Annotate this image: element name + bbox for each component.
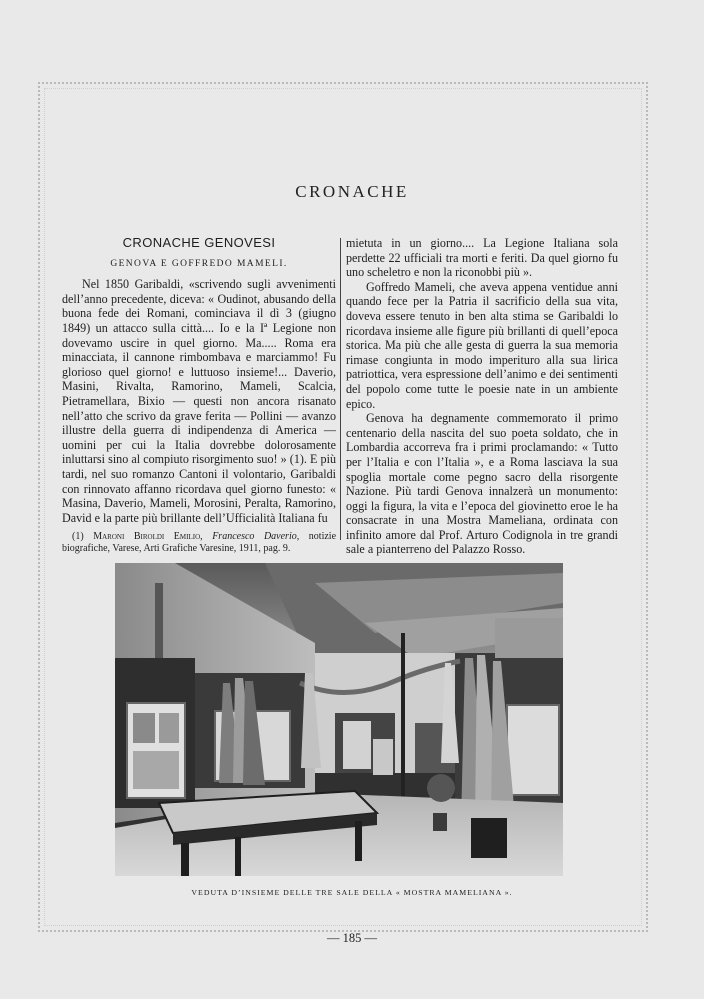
article-subtitle: GENOVA E GOFFREDO MAMELI. — [110, 258, 288, 269]
article-title: CRONACHE GENOVESI — [122, 235, 276, 250]
left-column — [62, 236, 336, 554]
page-number: — 185 — — [327, 931, 377, 945]
right-paragraph: Goffredo Mameli, che aveva appena ventidue anni quando fece per la Patria il sacrificio della sua vita, doveva essere tenuto in ben alta stima se Garibaldi lo ricordava insieme alle figure più brillanti di quell’epoca storica. Ma più che alle gesta di guerra la sua memoria rimase congiunta in modo imperituro alla sua lirica patriottica, vera espressione dell’animo e dei sentimenti del popolo come tutte le poesie nate in un ambiente epico. — [346, 279, 618, 411]
footnote-number: (1) — [72, 531, 84, 543]
photo-caption: VEDUTA D’INSIEME DELLE TRE SALE DELLA « MOSTRA MAMELIANA ». — [191, 888, 513, 897]
footnote — [62, 531, 336, 554]
right-paragraph: Genova ha degnamente commemorato il primo centenario della nascita del suo poeta soldato, che in Lombardia accorreva fra i primi proclamando: « Tutto per l’Italia e con l’Italia », e a Roma lasciava la sua spoglia mortale come pegno sacro della risorgente Nazione. Più tardi Genova innalzerà un monumento: oggi la figura, la vita e l’epoca del giovinetto eroe le ha consacrate in una Mostra Mameliana, ordinata con infinito amore dal Prof. Arturo Codignola in tre grandi sale a pianterreno del Palazzo Rosso. — [346, 411, 618, 557]
exhibition-photo-drawing — [115, 563, 563, 876]
footnote-rest: notizie biografiche, Varese, Arti Grafiche Varesine, 1911, pag. 9. — [62, 531, 337, 554]
footnote-author: Maroni Biroldi Emilio, — [93, 531, 203, 543]
exhibition-photo — [115, 563, 563, 876]
section-title: CRONACHE — [295, 182, 409, 201]
right-column — [346, 236, 618, 557]
right-paragraph: mietuta in un giorno.... La Legione Italiana sola perdette 22 ufficiali tra morti e feriti. Da quel giorno fu uno scheletro e non la riconobbi più ». — [346, 236, 618, 280]
left-paragraph: Nel 1850 Garibaldi, «scrivendo sugli avvenimenti dell’anno precedente, diceva: « Oudinot, abusando della buona fede dei Romani, cominciava il dì 3 (giugno 1849) un attacco sulla città.... Io e la Iª Legione non dovevamo uscire in quel giorno. Ma..... Roma era minacciata, il cannone rimbombava e marciammo! Fu glorioso quel giorno! e luttuoso insieme!... Daverio, Masini, Rivalta, Ramorino, Mameli, Scalcia, Pietramellara, Bixio — questi non ancora risanato nell’atto che scrivo da grave ferita — Pollini — avanzo illustre della guerra di indipendenza di America — uomini per cui la Italia dovrebbe dolorosamente inluttarsi sino al compiuto risorgimento suo! » (1). E più tardi, nel suo romanzo Cantoni il volontario, Garibaldi con rinnovato affanno ricordava quel giorno funesto: « Masina, Daverio, Mameli, Morosini, Peralta, Ramorino, David e la parte più brillante dell’Ufficialità Italiana fu — [62, 277, 336, 525]
footnote-book: Francesco Daverio, — [212, 531, 300, 543]
column-divider — [340, 238, 341, 540]
